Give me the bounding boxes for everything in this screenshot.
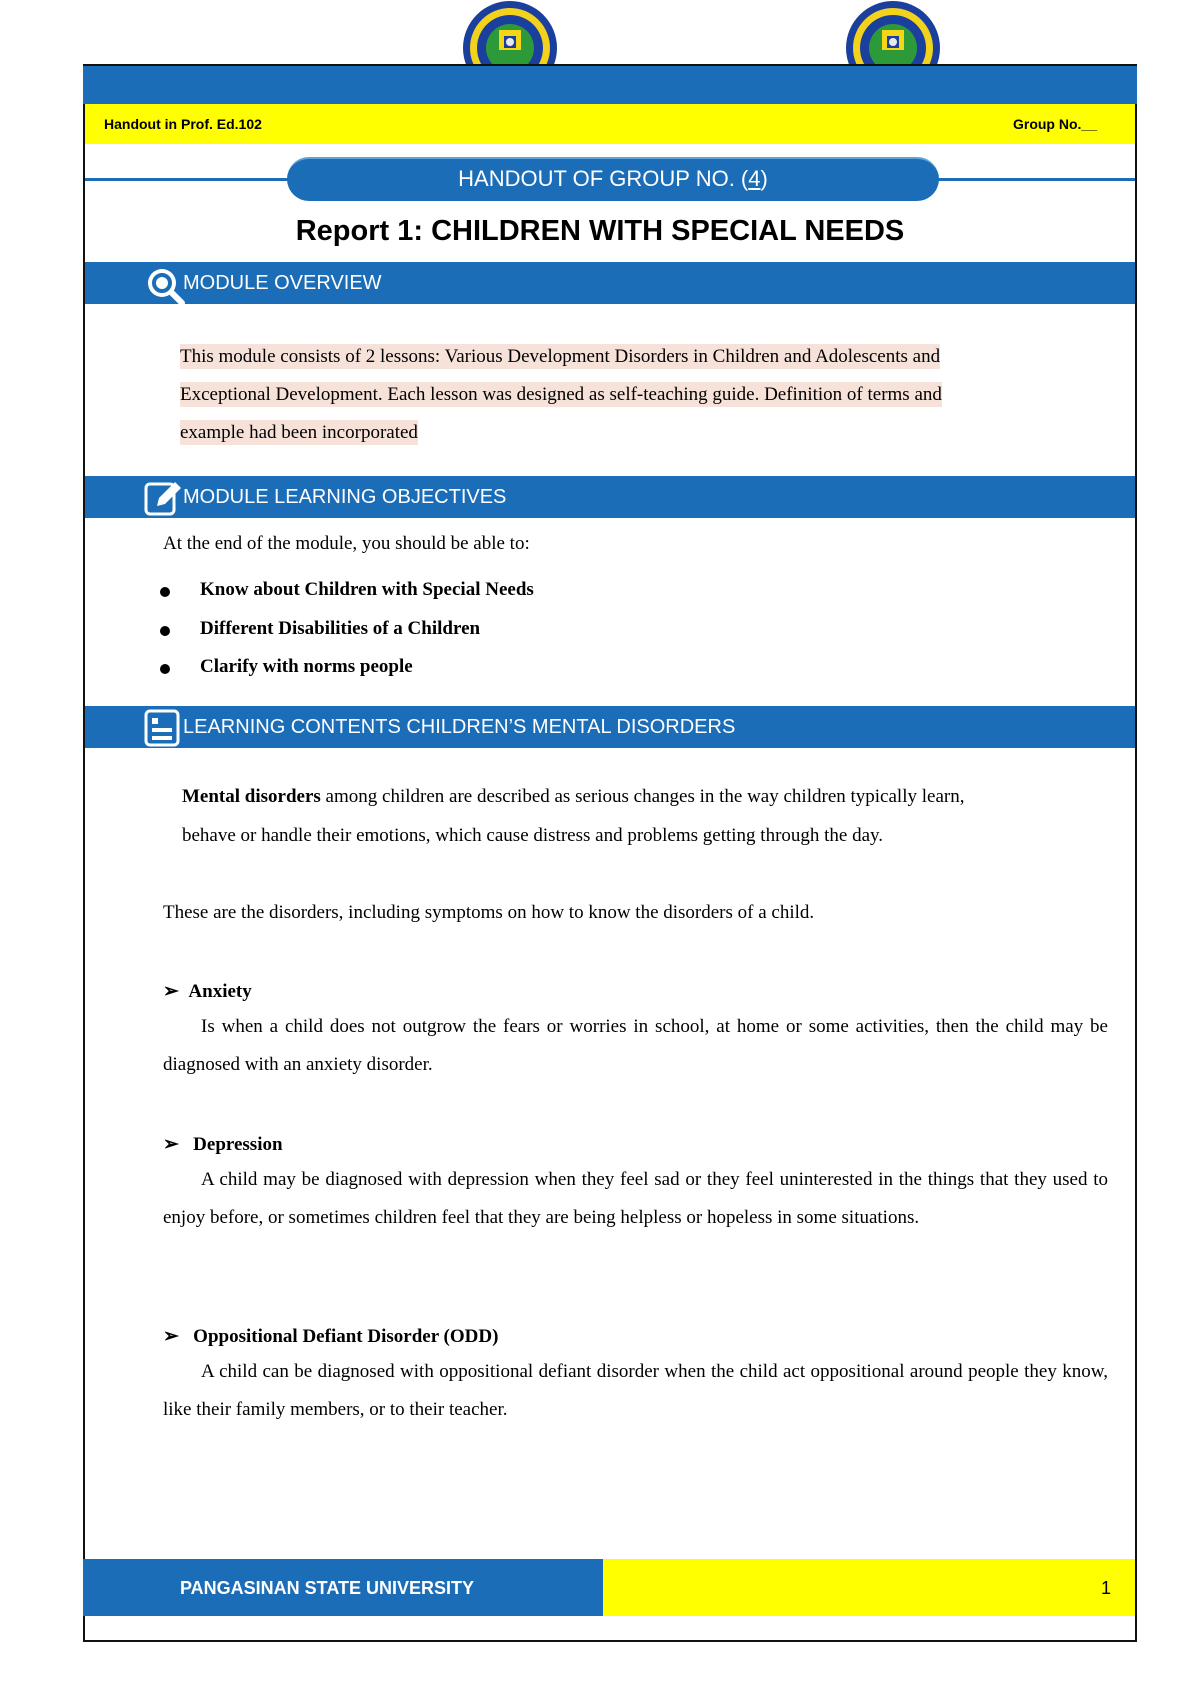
module-overview-title: MODULE OVERVIEW <box>183 272 382 294</box>
banner-group-number: 4 <box>748 166 761 191</box>
definition-term: Mental disorders <box>182 786 321 807</box>
learning-contents-header <box>85 706 1135 748</box>
learning-contents-title: LEARNING CONTENTS CHILDREN’S MENTAL DISORDERS <box>183 716 736 738</box>
page-title: Report 1: CHILDREN WITH SPECIAL NEEDS <box>295 215 905 247</box>
disorder-heading: ➢ Oppositional Defiant Disorder (ODD) <box>163 1326 499 1347</box>
banner-suffix: ) <box>760 166 768 191</box>
module-overview-header <box>85 262 1135 304</box>
definition-paragraph: Mental disorders among children are described as serious changes in the way children typically learn, <box>182 786 965 807</box>
magnifier-icon <box>145 266 181 302</box>
course-label: Handout in Prof. Ed.102 <box>104 116 262 132</box>
header-bar <box>85 104 1135 144</box>
footer-university <box>83 1559 603 1616</box>
arrow-bullet-icon: ➢ <box>163 1326 179 1347</box>
learning-objectives-title: MODULE LEARNING OBJECTIVES <box>183 486 507 508</box>
overview-line: This module consists of 2 lessons: Various Development Disorders in Children and Adolescents and <box>180 346 941 367</box>
group-number-label: Group No.__ <box>1012 116 1097 132</box>
disorders-intro: These are the disorders, including symptoms on how to know the disorders of a child. <box>163 902 815 923</box>
disorder-heading: ➢ Depression <box>163 1134 283 1155</box>
pencil-icon <box>143 478 179 514</box>
banner-prefix: HANDOUT OF GROUP NO. ( <box>458 166 749 191</box>
overview-line: Exceptional Development. Each lesson was designed as self-teaching guide. Definition of terms and <box>180 384 942 405</box>
university-seal-icon <box>845 0 941 64</box>
document-icon <box>143 708 179 744</box>
overview-line: example had been incorporated <box>180 422 418 443</box>
arrow-bullet-icon: ➢ <box>163 981 179 1002</box>
objectives-intro: At the end of the module, you should be able to: <box>163 533 530 554</box>
handout-banner <box>287 157 939 201</box>
disorder-description: A child can be diagnosed with oppositional defiant disorder when the child act oppositional around people they know, like their family members, or to their teacher. <box>163 1361 1108 1420</box>
definition-line-2: behave or handle their emotions, which cause distress and problems getting through the day. <box>182 825 884 846</box>
learning-objectives-header <box>85 476 1135 518</box>
header-band <box>83 66 1137 104</box>
disorder-description: A child may be diagnosed with depression when they feel sad or they feel uninterested in the things that they used to enjoy before, or sometimes children feel that they are being helpless or hopeless in some situations. <box>163 1169 1108 1228</box>
page-number: 1 <box>1100 1578 1111 1598</box>
university-seal-icon <box>462 0 558 64</box>
arrow-bullet-icon: ➢ <box>163 1134 179 1155</box>
university-name: PANGASINAN STATE UNIVERSITY <box>180 1578 475 1598</box>
disorder-description: Is when a child does not outgrow the fears or worries in school, at home or some activities, then the child may be diagnosed with an anxiety disorder. <box>163 1016 1108 1075</box>
footer-page <box>603 1559 1135 1616</box>
disorder-heading: ➢ Anxiety <box>163 981 252 1002</box>
